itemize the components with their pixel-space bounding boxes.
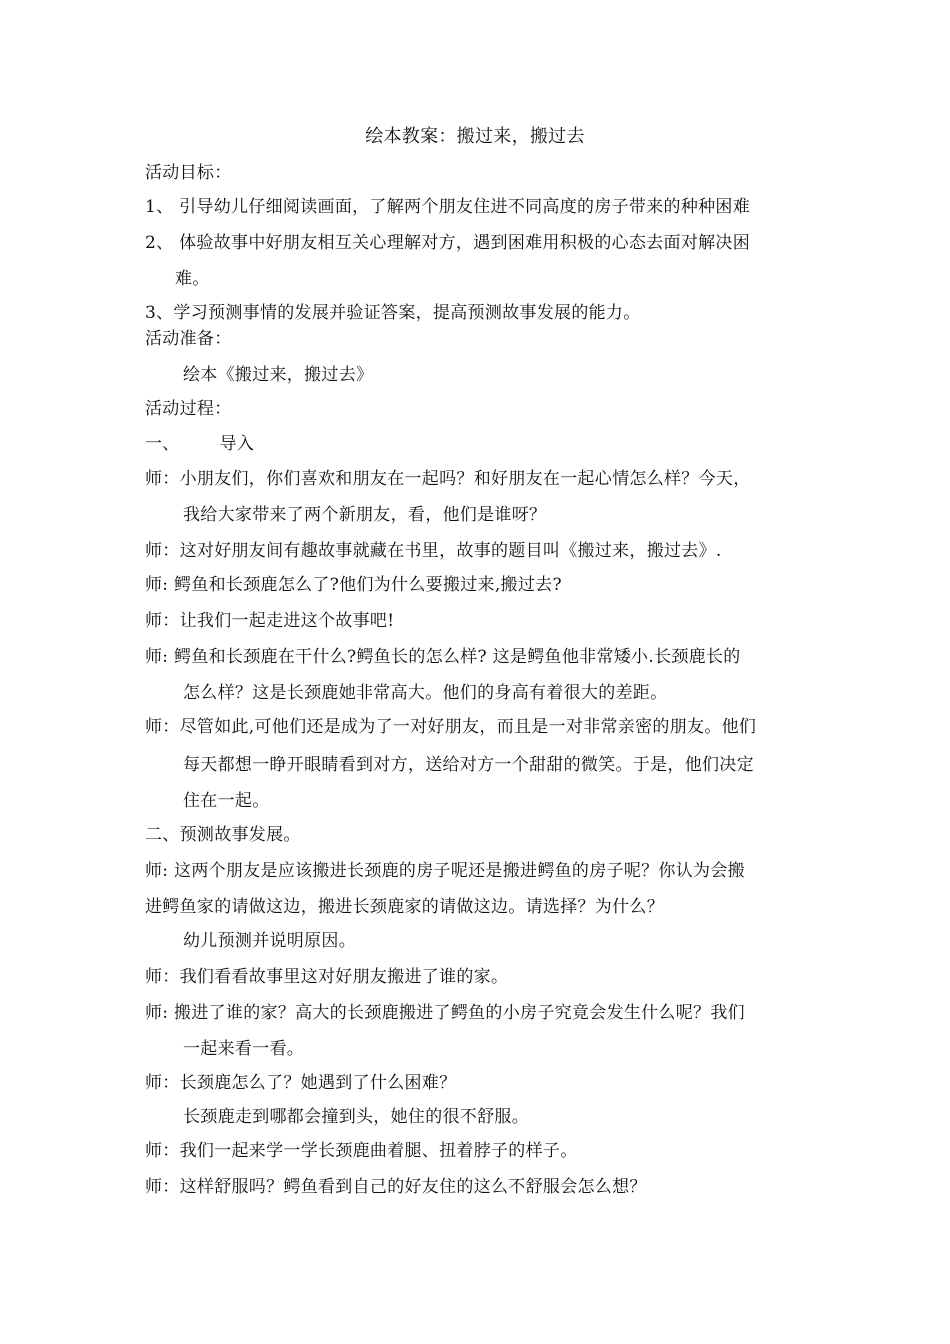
paragraph-line: 怎么样？这是长颈鹿她非常高大。他们的身高有着很大的差距。 <box>183 683 668 703</box>
paragraph-line: 师: 鳄鱼和长颈鹿在干什么?鳄鱼长的怎么样? 这是鳄鱼他非常矮小.长颈鹿长的 <box>145 647 741 667</box>
paragraph-line: 幼儿预测并说明原因。 <box>183 931 356 951</box>
paragraph-line: 一起来看一看。 <box>183 1039 305 1059</box>
paragraph-line: 我给大家带来了两个新朋友，看，他们是谁呀？ <box>183 505 547 525</box>
prep-item: 绘本《搬过来，搬过去》 <box>183 365 374 385</box>
process-step-2: 二、预测故事发展。 <box>145 825 301 845</box>
goal-item-2-cont: 难。 <box>175 269 210 289</box>
paragraph-line: 每天都想一睁开眼睛看到对方，送给对方一个甜甜的微笑。于是，他们决定 <box>183 755 754 775</box>
paragraph-line: 进鳄鱼家的请做这边，搬进长颈鹿家的请做这边。请选择？为什么？ <box>145 897 664 917</box>
process-step-1: 一、 导入 <box>145 434 255 454</box>
paragraph-line: 住在一起。 <box>183 791 270 811</box>
paragraph-line: 师: 搬进了谁的家？高大的长颈鹿搬进了鳄鱼的小房子究竟会发生什么呢？我们 <box>145 1003 745 1023</box>
paragraph-line: 师：这样舒服吗？鳄鱼看到自己的好友住的这么不舒服会怎么想？ <box>145 1177 647 1197</box>
paragraph-line: 师：我们看看故事里这对好朋友搬进了谁的家。 <box>145 967 509 987</box>
paragraph-line: 师：小朋友们，你们喜欢和朋友在一起吗？和好朋友在一起心情怎么样？今天， <box>145 469 751 489</box>
paragraph-line: 师：我们一起来学一学长颈鹿曲着腿、扭着脖子的样子。 <box>145 1141 578 1161</box>
paragraph-line: 师：长颈鹿怎么了？她遇到了什么困难？ <box>145 1073 457 1093</box>
paragraph-line: 师：这对好朋友间有趣故事就藏在书里，故事的题目叫《搬过来，搬过去》. <box>145 541 722 561</box>
paragraph-line: 长颈鹿走到哪都会撞到头，她住的很不舒服。 <box>183 1107 529 1127</box>
goal-item-3: 3、学习预测事情的发展并验证答案，提高预测故事发展的能力。 <box>145 303 641 323</box>
section-heading-goals: 活动目标： <box>145 163 232 183</box>
paragraph-line: 师：让我们一起走进这个故事吧! <box>145 611 395 631</box>
section-heading-process: 活动过程： <box>145 399 232 419</box>
section-heading-prep: 活动准备： <box>145 329 232 349</box>
paragraph-line: 师: 这两个朋友是应该搬进长颈鹿的房子呢还是搬进鳄鱼的房子呢？你认为会搬 <box>145 861 745 881</box>
paragraph-line: 师：尽管如此,可他们还是成为了一对好朋友，而且是一对非常亲密的朋友。他们 <box>145 717 757 737</box>
paragraph-line: 师: 鳄鱼和长颈鹿怎么了?他们为什么要搬过来,搬过去? <box>145 575 562 595</box>
goal-item-1: 1、 引导幼儿仔细阅读画面，了解两个朋友住进不同高度的房子带来的种种困难 <box>145 197 751 217</box>
goal-item-2: 2、 体验故事中好朋友相互关心理解对方，遇到困难用积极的心态去面对解决困 <box>145 233 751 253</box>
document-title: 绘本教案：搬过来，搬过去 <box>365 126 585 147</box>
